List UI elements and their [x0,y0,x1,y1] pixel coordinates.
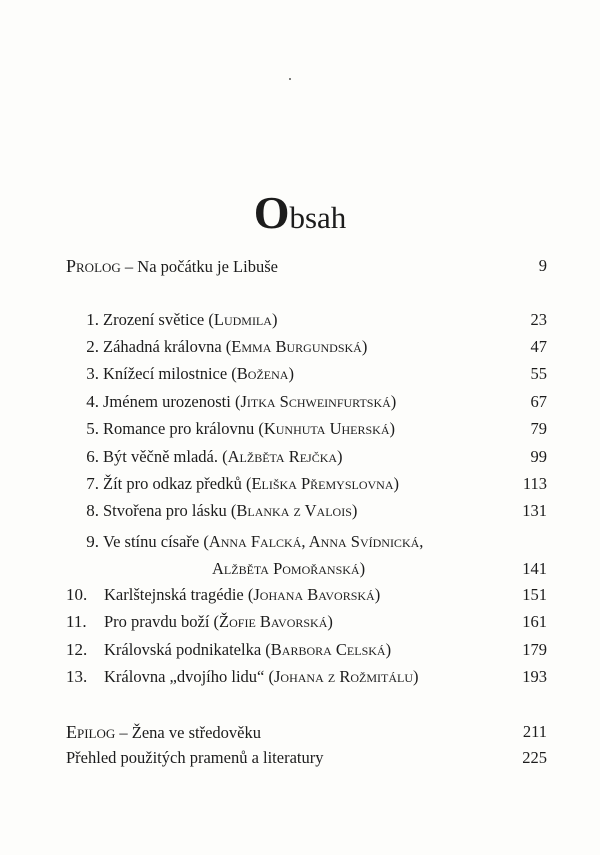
chapter-title: Ve stínu císaře ( [103,532,209,551]
paren: ) [359,559,366,578]
paren: ) [351,501,358,520]
paren: ) [361,337,368,356]
dash: – [120,257,138,276]
toc-chapter[interactable] [66,582,547,608]
page-number: 141 [522,559,547,578]
paren: ) [271,310,278,329]
chapter-title: Jménem urozenosti ( [103,392,241,411]
chapter-title: Romance pro královnu ( [103,419,264,438]
toc-chapter[interactable] [66,444,547,470]
toc-chapter-continuation[interactable] [66,556,547,582]
chapter-number: 5. [86,419,99,438]
dash: – [115,723,132,742]
chapter-title: Královna „dvojího lidu“ ( [104,667,274,686]
chapter-number: 1. [86,310,99,329]
paren: ) [327,612,333,631]
toc-chapter[interactable] [66,637,547,663]
prolog-text: Na počátku je Libuše [137,257,278,276]
chapter-number: 11. [66,612,87,631]
chapter-name: Ludmila [213,310,272,329]
toc-chapter[interactable] [66,498,547,524]
toc-sources[interactable] [66,745,547,771]
toc-chapter[interactable] [66,334,547,360]
paren: ) [337,447,343,466]
toc-chapter[interactable] [66,609,547,635]
toc-chapter[interactable] [66,471,547,497]
chapter-name: Emma Burgundská [231,337,362,356]
page-number: 55 [530,364,547,383]
paren: ) [393,474,400,493]
toc-epilog[interactable] [66,719,547,745]
chapter-title: Stvořena pro lásku ( [103,501,237,520]
page-number: 131 [522,501,547,520]
toc-chapter[interactable] [66,389,547,415]
page-number: 99 [530,447,547,466]
chapter-title: Žít pro odkaz předků ( [103,474,252,493]
paren: ) [374,585,381,604]
chapter-number: 7. [86,474,99,493]
page-number: 23 [530,310,547,329]
scan-speck [289,78,291,80]
page-number: 225 [522,748,547,767]
page-number: 9 [538,256,547,275]
page-number: 179 [522,640,547,659]
chapter-name: Žofie Bavorská [219,612,328,631]
paren: ) [390,392,397,411]
sources-text: Přehled použitých pramenů a literatury [66,748,324,767]
paren: ) [288,364,294,383]
toc-chapter[interactable] [66,529,547,555]
chapter-title: Knížecí milostnice ( [103,364,237,383]
page-number: 113 [522,474,547,493]
chapter-title: Záhadná královna ( [103,337,232,356]
chapter-number: 2. [86,337,99,356]
page-title [0,186,600,239]
title-initial: O [253,187,290,238]
chapter-number: 6. [86,447,99,466]
chapter-name: Božena [236,364,289,383]
chapter-title: Královská podnikatelka ( [104,640,271,659]
chapter-number: 10. [66,585,88,604]
page-number: 193 [522,667,547,686]
chapter-number: 9. [86,532,99,551]
paren: ) [385,640,392,659]
prolog-label: Prolog [66,256,121,276]
chapter-name: Anna Falcká, Anna Svídnická, [208,532,424,551]
toc-chapter[interactable] [66,361,547,387]
page-number: 47 [530,337,547,356]
chapter-number: 8. [86,501,99,520]
chapter-name: Jitka Schweinfurtská [240,392,391,411]
toc-chapter[interactable] [66,664,547,690]
chapter-name: Blanka z Valois [236,501,352,520]
page-number: 79 [530,419,547,438]
chapter-number: 13. [66,667,88,686]
chapter-name: Johana z Rožmitálu [274,667,413,686]
chapter-name: Johana Bavorská [253,585,375,604]
page-number: 151 [522,585,547,604]
chapter-name: Eliška Přemyslovna [251,474,394,493]
chapter-name: Alžběta Rejčka [227,447,338,466]
paren: ) [413,667,419,686]
page-number: 161 [522,612,547,631]
chapter-number: 4. [86,392,99,411]
epilog-text: Žena ve středověku [131,723,261,742]
epilog-label: Epilog [66,722,116,742]
chapter-name: Kunhuta Uherská [263,419,390,438]
toc-chapter[interactable] [66,307,547,333]
chapter-name: Alžběta Pomořanská [212,559,360,578]
title-rest: bsah [289,200,347,235]
toc-prolog[interactable] [66,253,547,279]
paren: ) [389,419,395,438]
chapter-title: Karlštejnská tragédie ( [104,585,254,604]
chapter-number: 12. [66,640,88,659]
toc-chapter[interactable] [66,416,547,442]
chapter-title: Pro pravdu boží ( [104,612,220,631]
page-number: 211 [522,722,547,741]
chapter-name: Barbora Celská [270,640,386,659]
page-number: 67 [530,392,547,411]
chapter-title: Zrození světice ( [103,310,214,329]
chapter-title: Být věčně mladá. ( [103,447,228,466]
chapter-number: 3. [86,364,99,383]
